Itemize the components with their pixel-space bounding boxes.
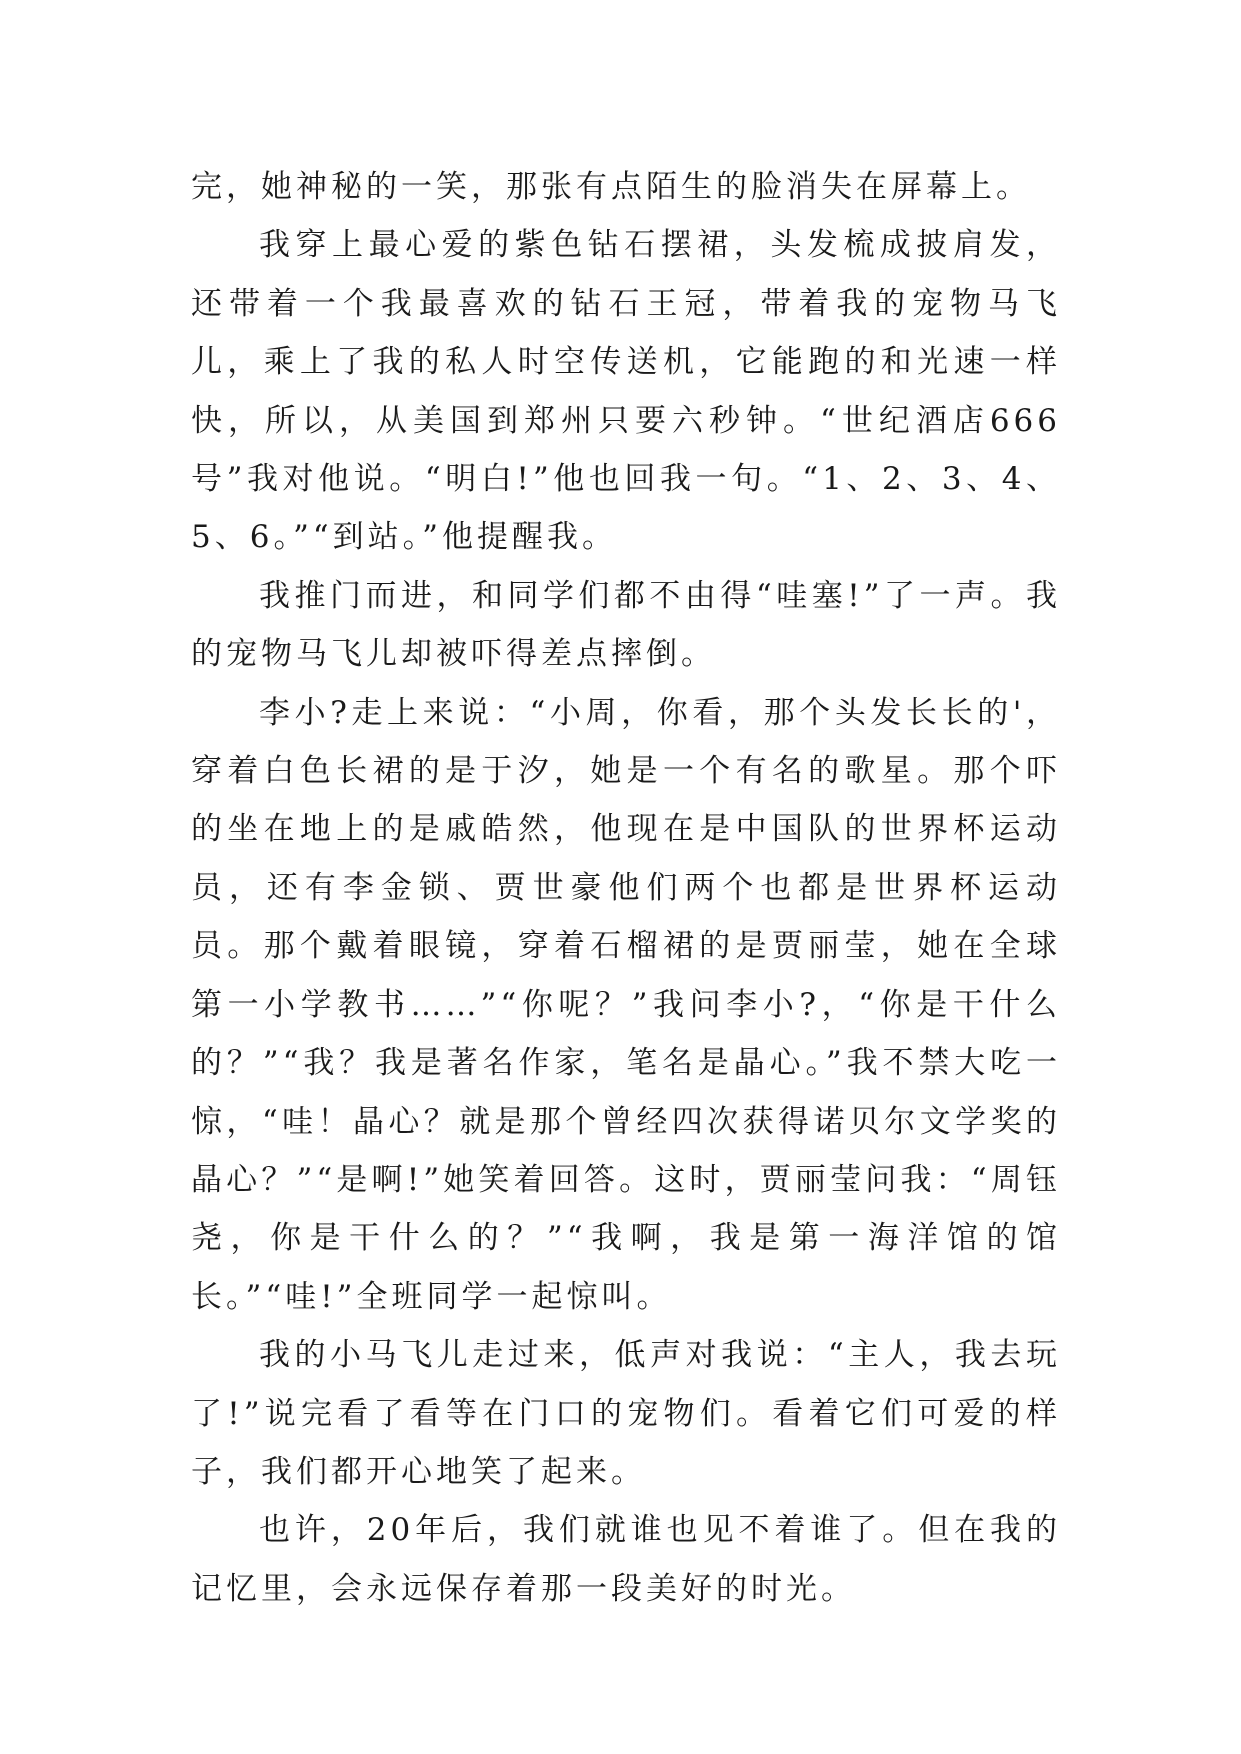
paragraph: 李小?走上来说：“小周，你看，那个头发长长的'，穿着白色长裙的是于汐，她是一个有名的歌星。那个吓的坐在地上的是戚皓然，他现在是中国队的世界杯运动员，还有李金锁、贾世豪他们两个也都是世界杯运动员。那个戴着眼镜，穿着石榴裙的是贾丽莹，她在全球第一小学教书……”“你呢？”我问李小?，“你是干什么的？”“我？我是著名作家，笔名是晶心。”我不禁大吃一惊，“哇！晶心？就是那个曾经四次获得诺贝尔文学奖的晶心？”“是啊!”她笑着回答。这时，贾丽莹问我：“周钰尧，你是干什么的？”“我啊，我是第一海洋馆的馆长。”“哇!”全班同学一起惊叫。 <box>191 694 1061 1315</box>
paragraph: 也许，20年后，我们就谁也见不着谁了。但在我的记忆里，会永远保存着那一段美好的时光。 <box>191 1512 1061 1607</box>
paragraph: 我穿上最心爱的紫色钻石摆裙，头发梳成披肩发，还带着一个我最喜欢的钻石王冠，带着我的宠物马飞儿，乘上了我的私人时空传送机，它能跑的和光速一样快，所以，从美国到郑州只要六秒钟。“世纪酒店666号”我对他说。“明白!”他也回我一句。“1、2、3、4、5、6。”“到站。”他提醒我。 <box>191 227 1061 556</box>
paragraph: 我的小马飞儿走过来，低声对我说：“主人，我去玩了!”说完看了看等在门口的宠物们。看着它们可爱的样子，我们都开心地笑了起来。 <box>191 1337 1061 1490</box>
document-body <box>191 158 1061 1618</box>
paragraph: 我推门而进，和同学们都不由得“哇塞!”了一声。我的宠物马飞儿却被吓得差点摔倒。 <box>191 577 1061 673</box>
paragraph-continued: 完，她神秘的一笑，那张有点陌生的脸消失在屏幕上。 <box>191 169 1031 205</box>
